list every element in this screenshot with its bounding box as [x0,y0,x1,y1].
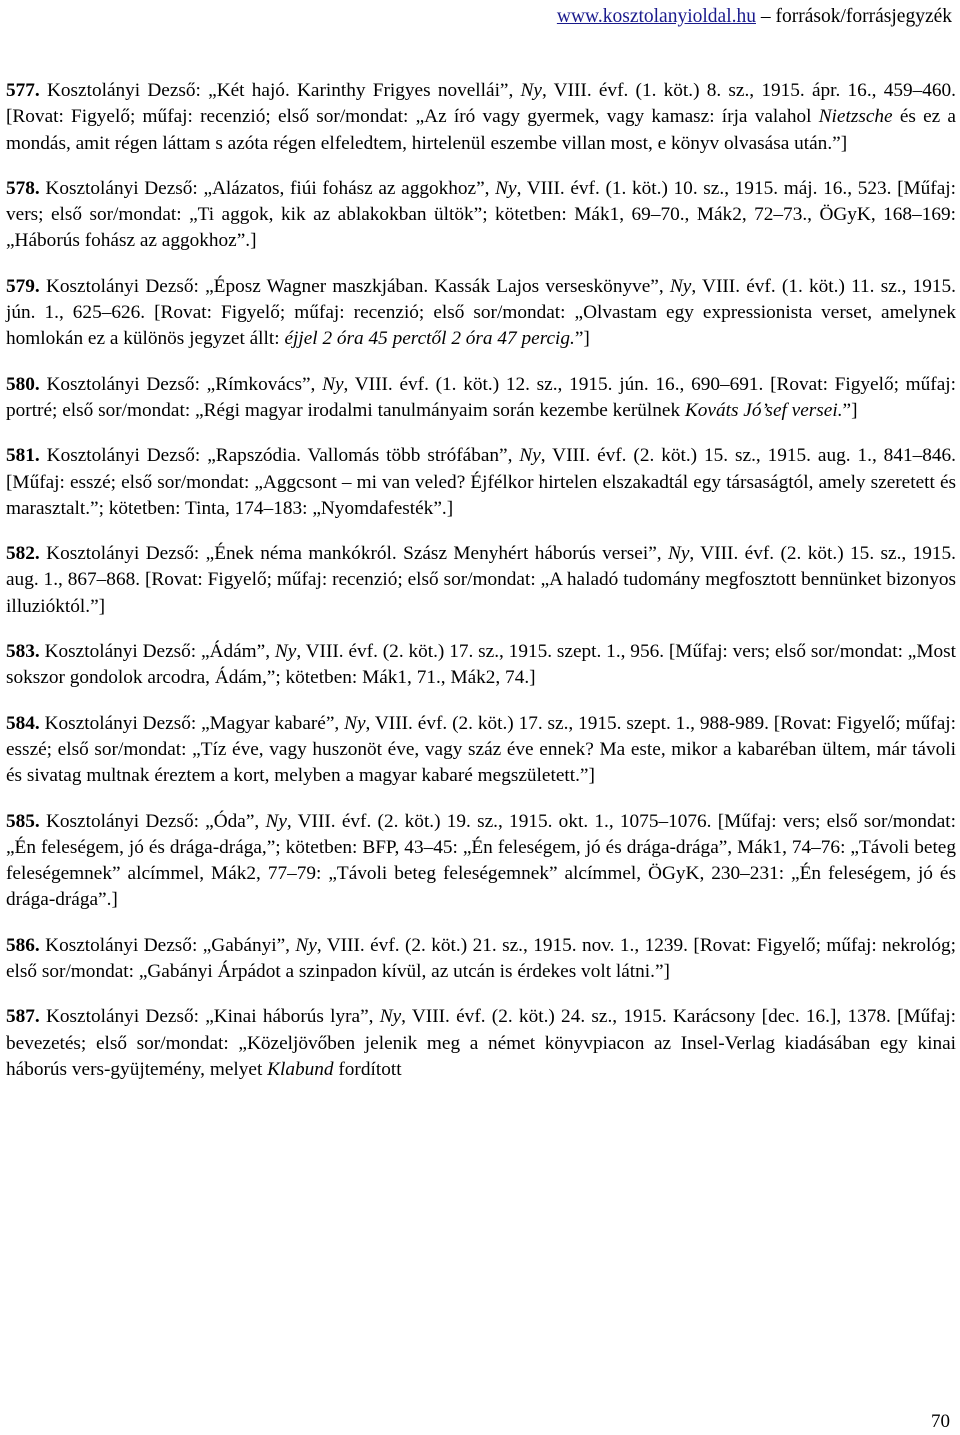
entry-number: 586. [6,934,40,956]
entry-number: 584. [6,712,40,734]
entry-author-title: Kosztolányi Dezső: „Ének néma mankókról. Szász Menyhért háborús versei”, [39,543,668,565]
header-separator: – [756,6,776,27]
entry-author-title: Kosztolányi Dezső: „Óda”, [39,810,266,832]
journal-name: Ny [669,275,692,297]
entry-582 [6,541,956,620]
journal-name: Ny [519,445,541,467]
entry-583 [6,639,956,692]
entry-details-end: ”] [574,328,590,350]
journal-name: Ny [295,934,317,956]
entry-details: , VIII. évf. (2. köt.) 17. sz., 1915. szept. 1., 988-989. [Rovat: Figyelő; műfaj: esszé; első sor/mondat: „Tíz éve, vagy huszonöt éve, vagy száz éve ennek? Ma este, mikor a kabaréban ültem, már távoli és sivatag multnak éreztem a kort, melyben a magyar kabaré megszületett.”] [6,712,956,787]
bibliography-list [6,78,956,1102]
entry-details: , VIII. évf. (1. köt.) 8. sz., 1915. ápr. 16., 459–460. [Rovat: Figyelő; műfaj: recenzió; első sor/mondat: „Az író vagy gyermek, vagy kamasz: írja valahol [6,80,956,128]
entry-author-title: Kosztolányi Dezső: „Rapszódia. Vallomás több strófában”, [39,445,520,467]
entry-details-end: fordított [333,1058,402,1080]
entry-details: , VIII. évf. (2. köt.) 24. sz., 1915. Karácsony [dec. 16.], 1378. [Műfaj: bevezetés; első sor/mondat: „Közeljövőben jelenik meg a német könyvpiacon az Insel-Verlag kiadásában egy kinai háborús vers-gyüjtemény, melyet [6,1006,957,1080]
entry-details-end: és ez a mondás, amit régen láttam s azóta régen elfeledtem, hirtelenül eszembe villan most, e könyv olvasása után.”] [6,106,956,154]
entry-author-title: Kosztolányi Dezső: „Gabányi”, [39,934,296,956]
journal-name: Ny [344,712,366,734]
entry-584 [6,711,956,790]
entry-italic: Kováts Jó’sef versei. [684,399,843,421]
page-header [557,4,952,30]
entry-585 [6,809,956,914]
entry-number: 579. [6,275,40,297]
entry-italic: Klabund [267,1058,334,1080]
entry-579 [6,274,956,353]
entry-578 [6,176,956,255]
entry-author-title: Kosztolányi Dezső: „Ádám”, [39,641,275,663]
entry-number: 587. [6,1006,40,1028]
journal-name: Ny [495,177,517,199]
entry-author-title: Kosztolányi Dezső: „Alázatos, fiúi fohász az aggokhoz”, [39,177,496,199]
entry-italic: éjjel 2 óra 45 perctől 2 óra 47 percig. [284,328,575,350]
entry-581 [6,443,956,522]
entry-details: , VIII. évf. (1. köt.) 12. sz., 1915. jún. 16., 690–691. [Rovat: Figyelő; műfaj: portré; első sor/mondat: „Régi magyar irodalmi tanulmányaim során kezembe kerülnek [6,373,956,421]
entry-details: , VIII. évf. (2. köt.) 15. sz., 1915. aug. 1., 867–868. [Rovat: Figyelő; műfaj: recenzió; első sor/mondat: „A haladó tudomány megfosztott bennünket bizonyos illuzióktól.”] [6,543,957,617]
entry-details: , VIII. évf. (1. köt.) 11. sz., 1915. jún. 1., 625–626. [Rovat: Figyelő; műfaj: recenzió; első sor/mondat: „Olvastam egy expressionista verset, amelynek homlokán ez a különös jegyzet állt: [6,275,956,350]
entry-number: 578. [6,177,40,199]
header-section: források/forrásjegyzék [775,6,952,27]
entry-details: , VIII. évf. (2. köt.) 15. sz., 1915. aug. 1., 841–846. [Műfaj: esszé; első sor/mondat: „Aggcsont – mi van veled? Éjfélkor hirtelen elszakadtál egy társaságtól, amely szeretett és marasztalt.”; kötetben: Tinta, 174–183: „Nyomdafesték”.] [6,445,956,519]
entry-number: 585. [6,810,40,832]
journal-name: Ny [274,641,297,663]
entry-number: 582. [6,543,40,565]
journal-name: Ny [265,810,287,832]
entry-details: , VIII. évf. (2. köt.) 21. sz., 1915. nov. 1., 1239. [Rovat: Figyelő; műfaj: nekrológ; első sor/mondat: „Gabányi Árpádot a szinpadon kívül, az utcán is érdekes volt látni.”] [6,934,956,983]
site-link[interactable]: www.kosztolanyioldal.hu [556,6,756,27]
entry-number: 583. [6,641,40,663]
entry-details: , VIII. évf. (2. köt.) 19. sz., 1915. okt. 1., 1075–1076. [Műfaj: vers; első sor/mondat: „Én feleségem, jó és drága-drága,”; kötetben: BFP, 43–45: „Én feleségem, jó és drága-drága”, Mák1, 74–76: „Távoli beteg feleségemnek” alcímmel, Mák2, 77–79: „Távoli beteg feleségemnek” alcímmel, ÖGyK, 230–231: „Én feleségem, jó és drága-drága”.] [6,810,956,911]
entry-author-title: Kosztolányi Dezső: „Magyar kabaré”, [39,712,345,734]
entry-number: 581. [6,445,40,467]
entry-577 [6,78,956,157]
entry-586 [6,933,956,986]
entry-details-end: ”] [842,399,858,421]
entry-author-title: Kosztolányi Dezső: „Két hajó. Karinthy Frigyes novellái”, [39,80,521,101]
entry-author-title: Kosztolányi Dezső: „Rímkovács”, [39,373,323,395]
journal-name: Ny [667,543,690,565]
entry-587 [6,1004,956,1083]
page-number: 70 [931,1411,950,1432]
journal-name: Ny [322,373,344,395]
entry-number: 580. [6,373,40,395]
entry-italic: Nietzsche [818,106,893,128]
entry-details: , VIII. évf. (2. köt.) 17. sz., 1915. szept. 1., 956. [Műfaj: vers; első sor/mondat: „Most sokszor gondolok arcodra, Ádám,”; kötetben: Mák1, 71., Mák2, 74.] [6,641,956,689]
entry-number: 577. [6,80,40,101]
journal-name: Ny [520,80,542,101]
entry-details: , VIII. évf. (1. köt.) 10. sz., 1915. máj. 16., 523. [Műfaj: vers; első sor/mondat: „Ti aggok, kik az ablakokban ültök”; kötetben: Mák1, 69–70., Mák2, 72–73., ÖGyK, 168–169: „Háborús fohász az aggokhoz”.] [6,177,956,252]
journal-name: Ny [379,1006,402,1028]
entry-580 [6,372,956,425]
entry-author-title: Kosztolányi Dezső: „Kinai háborús lyra”, [39,1006,380,1028]
entry-author-title: Kosztolányi Dezső: „Éposz Wagner maszkjában. Kassák Lajos verseskönyve”, [39,275,670,297]
